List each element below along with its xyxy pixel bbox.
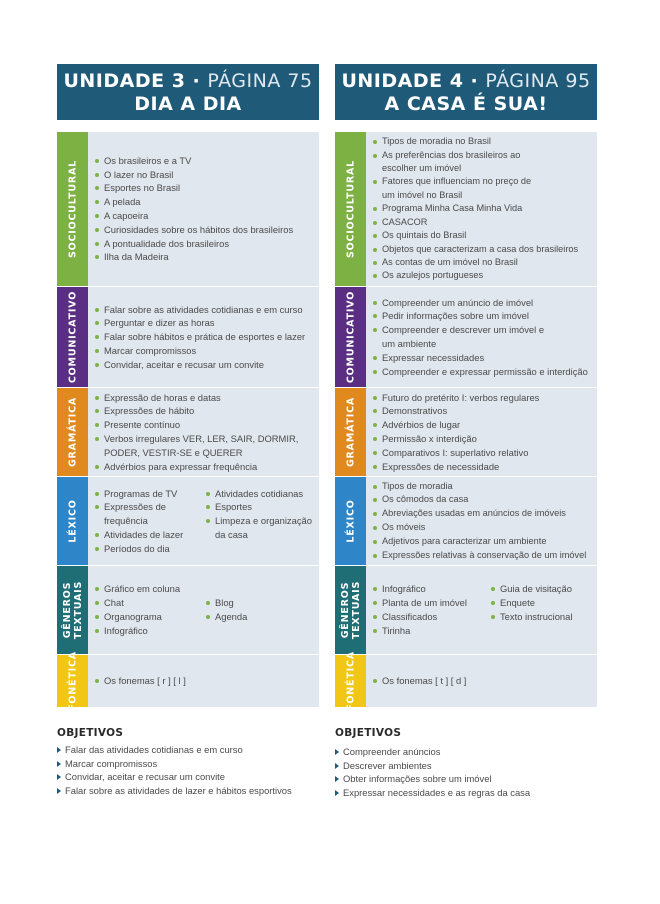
lexico-list: [373, 480, 586, 563]
gramatica-list: [95, 391, 319, 474]
list-item: Perguntar e dizer as horas: [95, 316, 305, 330]
generos-list-b: [491, 582, 597, 623]
generos-list-a: [95, 582, 206, 637]
list-item: Os azulejos portugueses: [373, 269, 578, 282]
list-item: As contas de um imóvel no Brasil: [373, 256, 578, 269]
generos-label: GÊNEROS TEXTUAIS: [61, 580, 84, 640]
list-item: A capoeira: [95, 209, 293, 223]
list-item: Permissão x interdição: [373, 432, 539, 446]
list-item: Programas de TV: [95, 487, 206, 501]
list-item: Chat: [95, 596, 206, 610]
unit-3-objetivos-list: [57, 743, 292, 797]
list-item: Guia de visitação: [491, 582, 597, 596]
list-item: Obter informações sobre um imóvel: [335, 772, 530, 786]
list-item: Compreender anúncios: [335, 745, 530, 759]
list-item: Fatores que influenciam no preço de um imóvel no Brasil: [373, 175, 532, 202]
list-item: Planta de um imóvel: [373, 596, 491, 610]
list-item: Organograma: [95, 610, 206, 624]
list-item: Expressões relativas à conservação de um imóvel: [373, 549, 586, 563]
unit-3-lexico-section: [57, 476, 319, 565]
unit-4-objetivos-list: [335, 745, 530, 799]
list-item: Os brasileiros e a TV: [95, 154, 293, 168]
list-item: Convidar, aceitar e recusar um convite: [57, 770, 292, 784]
lexico-label: LÉXICO: [67, 499, 78, 543]
fonetica-label: FONÉTICA: [67, 651, 78, 711]
list-item: Futuro do pretérito I: verbos regulares: [373, 391, 539, 405]
list-item: A pelada: [95, 195, 293, 209]
list-item: Demonstrativos: [373, 404, 539, 418]
list-item: Compreender e descrever um imóvel e um ambiente: [373, 323, 552, 351]
fonetica-label: FONÉTICA: [345, 651, 356, 711]
fonetica-list: [95, 674, 186, 688]
list-item: Compreender e expressar permissão e interdição: [373, 365, 588, 379]
unit-4-objetivos-title: OBJETIVOS: [335, 727, 402, 739]
list-item: Expressões de frequência: [95, 500, 206, 528]
list-item: A pontualidade dos brasileiros: [95, 237, 293, 251]
unit-4-comunicativo-section: [335, 286, 597, 387]
lexico-list-a: [95, 487, 206, 556]
generos-list-a: [373, 582, 491, 637]
list-item: Os quintais do Brasil: [373, 229, 578, 242]
comunicativo-label: COMUNICATIVO: [67, 290, 78, 384]
list-item: Os fonemas [ r ] [ l ]: [95, 674, 186, 688]
unit-4-sociocultural-section: [335, 131, 597, 286]
gramatica-list: [373, 391, 539, 474]
unit-4-fonetica-section: [335, 651, 597, 711]
sociocultural-list: [373, 135, 578, 282]
list-item: Esportes no Brasil: [95, 181, 293, 195]
unit-3-objetivos-title: OBJETIVOS: [57, 727, 124, 739]
list-item: Agenda: [206, 610, 319, 624]
list-item: Classificados: [373, 610, 491, 624]
list-item: Infográfico: [373, 582, 491, 596]
list-item: Objetos que caracterizam a casa dos brasileiros: [373, 243, 578, 256]
unit-3-subtitle: DIA A DIA: [134, 93, 242, 115]
unit-4-page: PÁGINA 95: [485, 70, 591, 92]
list-item: Verbos irregulares VER, LER, SAIR, DORMIR, PODER, VESTIR-SE e QUERER: [95, 432, 319, 460]
list-item: Falar sobre as atividades cotidianas e em curso: [95, 303, 305, 317]
list-item: Curiosidades sobre os hábitos dos brasileiros: [95, 223, 293, 237]
unit-4-title: UNIDADE 4 ·: [341, 70, 479, 92]
generos-label: GÊNEROS TEXTUAIS: [339, 580, 362, 640]
list-item: Programa Minha Casa Minha Vida: [373, 202, 578, 215]
list-item: Tipos de moradia: [373, 480, 586, 494]
fonetica-list: [373, 674, 466, 688]
list-item: O lazer no Brasil: [95, 168, 293, 182]
unit-3-gramatica-section: [57, 387, 319, 476]
list-item: Abreviações usadas em anúncios de imóveis: [373, 507, 586, 521]
list-item: Ilha da Madeira: [95, 250, 293, 264]
list-item: Limpeza e organização da casa: [206, 514, 319, 542]
list-item: Infográfico: [95, 624, 206, 638]
unit-4-lexico-section: [335, 476, 597, 565]
list-item: Esportes: [206, 500, 319, 514]
unit-3-comunicativo-section: [57, 286, 319, 387]
list-item: Falar sobre hábitos e prática de esportes e lazer: [95, 330, 305, 344]
unit-3-generos-section: [57, 565, 319, 654]
lexico-label: LÉXICO: [345, 499, 356, 543]
list-item: Expressar necessidades e as regras da casa: [335, 786, 530, 800]
list-item: Advérbios para expressar frequência: [95, 460, 319, 474]
list-item: Os fonemas [ t ] [ d ]: [373, 674, 466, 688]
unit-3-fonetica-section: [57, 651, 319, 711]
list-item: Convidar, aceitar e recusar um convite: [95, 358, 305, 372]
comunicativo-label: COMUNICATIVO: [345, 290, 356, 384]
sociocultural-list: [95, 154, 293, 264]
unit-4-column: [335, 64, 597, 711]
list-item: Expressar necessidades: [373, 351, 588, 365]
list-item: Os móveis: [373, 521, 586, 535]
list-item: Enquete: [491, 596, 597, 610]
list-item: Marcar compromissos: [57, 757, 292, 771]
list-item: Blog: [206, 596, 319, 610]
list-item: Descrever ambientes: [335, 759, 530, 773]
sociocultural-label: SOCIOCULTURAL: [67, 160, 78, 258]
list-item: Falar sobre as atividades de lazer e hábitos esportivos: [57, 784, 292, 798]
unit-4-header: [335, 64, 597, 120]
comunicativo-list: [373, 296, 588, 379]
list-item: Expressão de horas e datas: [95, 391, 319, 405]
list-item: Tirinha: [373, 624, 491, 638]
list-item: Comparativos I: superlativo relativo: [373, 446, 539, 460]
list-item: Advérbios de lugar: [373, 418, 539, 432]
unit-3-page: PÁGINA 75: [207, 70, 313, 92]
generos-list-b: [206, 582, 319, 623]
gramatica-label: GRAMÁTICA: [67, 396, 78, 468]
list-item: Expressões de necessidade: [373, 460, 539, 474]
list-item: CASACOR: [373, 216, 578, 229]
list-item: Compreender um anúncio de imóvel: [373, 296, 588, 310]
gramatica-label: GRAMÁTICA: [345, 396, 356, 468]
unit-3-header: [57, 64, 319, 120]
list-item: Gráfico em coluna: [95, 582, 206, 596]
list-item: Texto instrucional: [491, 610, 597, 624]
list-item: Os cômodos da casa: [373, 493, 586, 507]
unit-3-title: UNIDADE 3 ·: [63, 70, 201, 92]
list-item: As preferências dos brasileiros ao escolher um imóvel: [373, 149, 532, 176]
list-item: Presente contínuo: [95, 418, 319, 432]
list-item: Atividades cotidianas: [206, 487, 319, 501]
list-item: Tipos de moradia no Brasil: [373, 135, 578, 148]
unit-4-gramatica-section: [335, 387, 597, 476]
list-item: Pedir informações sobre um imóvel: [373, 309, 588, 323]
unit-3-column: [57, 64, 319, 711]
sociocultural-label: SOCIOCULTURAL: [345, 160, 356, 258]
list-item: Adjetivos para caracterizar um ambiente: [373, 535, 586, 549]
unit-4-subtitle: A CASA É SUA!: [384, 93, 548, 115]
unit-4-generos-section: [335, 565, 597, 654]
list-item: Falar das atividades cotidianas e em curso: [57, 743, 292, 757]
unit-3-sociocultural-section: [57, 131, 319, 286]
list-item: Marcar compromissos: [95, 344, 305, 358]
comunicativo-list: [95, 303, 305, 372]
list-item: Períodos do dia: [95, 542, 206, 556]
lexico-list-b: [206, 487, 319, 542]
list-item: Atividades de lazer: [95, 528, 206, 542]
list-item: Expressões de hábito: [95, 404, 319, 418]
